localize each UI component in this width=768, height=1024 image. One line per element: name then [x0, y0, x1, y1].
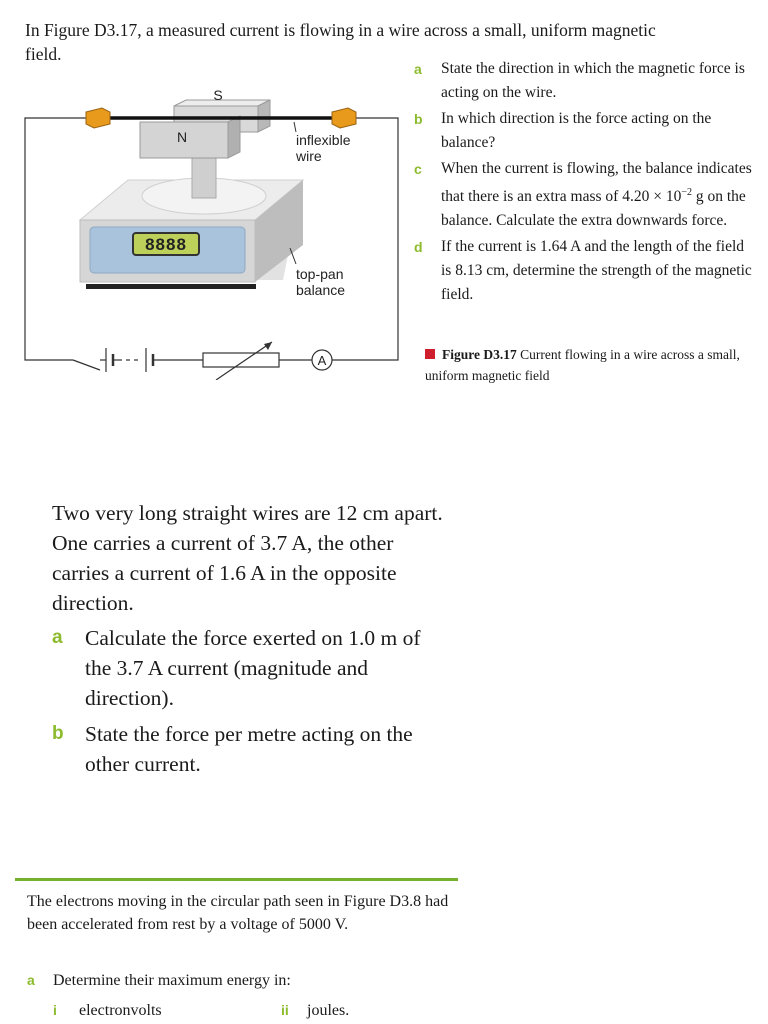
figure-caption [425, 344, 745, 386]
question-text: State the direction in which the magnetic force is acting on the wire. [441, 60, 745, 101]
question-text-after: g on the balance. Calculate the extra downwards force. [441, 188, 746, 230]
section1-question-list [414, 57, 754, 309]
wire-clamp-right [332, 108, 356, 128]
ammeter-label: A [317, 353, 327, 368]
section2-question-b [52, 719, 452, 779]
question-letter: b [52, 723, 64, 744]
question-c [414, 157, 754, 233]
question-letter: a [52, 627, 63, 648]
wire-label-1: inflexible [296, 132, 351, 148]
section3-question-a [27, 969, 473, 992]
balance-label-2: balance [296, 282, 346, 298]
variable-resistor-icon [203, 342, 312, 380]
question-exponent: −2 [681, 187, 692, 198]
question-a [414, 57, 754, 105]
north-pole-label: N [176, 129, 188, 145]
question-text: State the force per metre acting on the other current. [85, 722, 413, 776]
question-text: If the current is 1.64 A and the length of the field is 8.13 cm, determine the strength of the magnetic field. [441, 238, 752, 304]
switch-icon [73, 360, 100, 370]
circuit-wire-left [25, 118, 88, 360]
question-letter: a [27, 972, 35, 988]
section-divider [15, 878, 458, 881]
section2-intro: Two very long straight wires are 12 cm apart. One carries a current of 3.7 A, the other carries a current of 1.6 A in the opposite direction. [52, 501, 443, 615]
question-text: In which direction is the force acting on the balance? [441, 110, 712, 151]
question-letter: b [414, 111, 423, 127]
figure-d3-17-diagram [18, 80, 413, 380]
section2-question-list [52, 623, 452, 785]
question-text: Determine their maximum energy in: [53, 972, 291, 989]
question-letter: d [414, 239, 423, 256]
caption-text: Current flowing in a wire across a small, uniform magnetic field [425, 347, 740, 383]
wire-clamp-left [86, 108, 110, 128]
subpart-text: joules. [307, 1002, 350, 1019]
caption-label: Figure D3.17 [442, 347, 517, 362]
subpart-numeral: i [53, 1002, 57, 1018]
question-text-before: When the current is flowing, the balance indicates that there is an extra mass of 4.20 × 10 [441, 160, 752, 206]
wire-label-2: wire [296, 148, 322, 164]
subpart-numeral: ii [281, 1002, 289, 1018]
question-text: Calculate the force exerted on 1.0 m of the 3.7 A current (magnitude and direction). [85, 626, 421, 710]
wire-pointer [294, 122, 296, 132]
question-letter: a [414, 61, 422, 77]
subpart-text: electronvolts [79, 1002, 162, 1019]
section3-intro: The electrons moving in the circular path seen in Figure D3.8 had been accelerated from rest by a voltage of 5000 V. [27, 893, 449, 933]
magnet [140, 100, 270, 158]
intro-paragraph: In Figure D3.17, a measured current is flowing in a wire across a small, uniform magnetic field. [25, 20, 656, 64]
balance-display: 8888 [145, 235, 187, 254]
question-letter: c [414, 161, 422, 177]
balance-label-1: top-pan [296, 266, 344, 282]
battery-icon [106, 348, 203, 372]
ammeter-icon [312, 350, 332, 370]
question-d [414, 235, 754, 307]
south-pole-label: S [213, 87, 223, 103]
question-b [414, 107, 754, 155]
subpart-i [53, 999, 162, 1022]
caption-marker-icon [425, 349, 435, 359]
section2-question-a [52, 623, 452, 713]
circuit-wire-right [332, 118, 398, 360]
subpart-ii [281, 999, 349, 1022]
